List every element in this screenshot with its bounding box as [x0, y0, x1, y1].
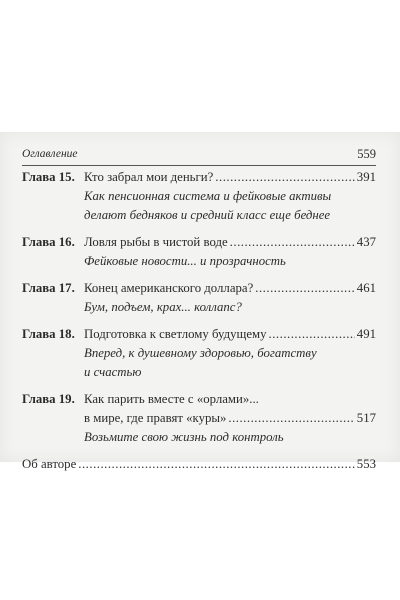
chapter-title-continued: в мире, где правят «куры»	[84, 411, 227, 425]
dot-leader	[255, 279, 355, 298]
chapter-subtitle-line: делают бедняков и средний класс еще беднее	[84, 208, 331, 222]
chapter-title-line	[84, 409, 376, 428]
toc-entry-about-author	[22, 455, 376, 474]
chapter-page: 461	[356, 281, 376, 295]
chapter-body	[84, 233, 376, 271]
chapter-subtitle-line: Как пенсионная система и фейковые активы	[84, 189, 332, 203]
dot-leader	[78, 455, 355, 474]
chapter-page: 491	[356, 327, 376, 341]
chapter-page: 437	[356, 235, 376, 249]
about-author-title: Об авторе	[22, 457, 77, 471]
toc-entry-chapter-16	[22, 233, 376, 271]
dot-leader	[269, 325, 355, 344]
chapter-page: 391	[356, 170, 376, 184]
chapter-subtitle-line: и счастью	[84, 365, 142, 379]
chapter-number: Глава 16.	[22, 235, 75, 249]
chapter-body	[84, 325, 376, 382]
chapter-subtitle-line: Фейковые новости... и прозрачность	[84, 254, 286, 268]
section-title: Оглавление	[22, 148, 78, 160]
chapter-body	[84, 279, 376, 317]
dot-leader	[230, 233, 355, 252]
chapter-title-line	[84, 233, 376, 252]
chapter-title: Подготовка к светлому будущему	[84, 327, 267, 341]
chapter-subtitle-line: Бум, подъем, крах... коллапс?	[84, 300, 242, 314]
running-header	[22, 147, 376, 166]
chapter-page: 517	[356, 411, 376, 425]
chapter-number: Глава 15.	[22, 170, 75, 184]
chapter-title-line	[84, 279, 376, 298]
chapter-title: Кто забрал мои деньги?	[84, 170, 214, 184]
chapter-number: Глава 18.	[22, 327, 75, 341]
chapter-title: Конец американского доллара?	[84, 281, 254, 295]
toc-entry-chapter-18	[22, 325, 376, 382]
toc-entry-chapter-15	[22, 168, 376, 225]
chapter-subtitle-line: Вперед, к душевному здоровью, богатству	[84, 346, 317, 360]
chapter-title: Ловля рыбы в чистой воде	[84, 235, 228, 249]
dot-leader	[215, 168, 355, 187]
about-author-page: 553	[356, 457, 376, 471]
dot-leader	[228, 409, 354, 428]
chapter-body	[84, 168, 376, 225]
toc-entry-chapter-19	[22, 390, 376, 447]
chapter-number: Глава 19.	[22, 392, 75, 406]
chapter-body	[84, 390, 376, 447]
chapter-title-line	[84, 168, 376, 187]
chapter-subtitle-line: Возьмите свою жизнь под контроль	[84, 430, 284, 444]
table-of-contents	[22, 168, 376, 474]
chapter-number: Глава 17.	[22, 281, 75, 295]
toc-entry-chapter-17	[22, 279, 376, 317]
header-page-number: 559	[357, 147, 376, 161]
chapter-title: Как парить вместе с «орлами»...	[84, 392, 259, 406]
chapter-title-line	[84, 325, 376, 344]
